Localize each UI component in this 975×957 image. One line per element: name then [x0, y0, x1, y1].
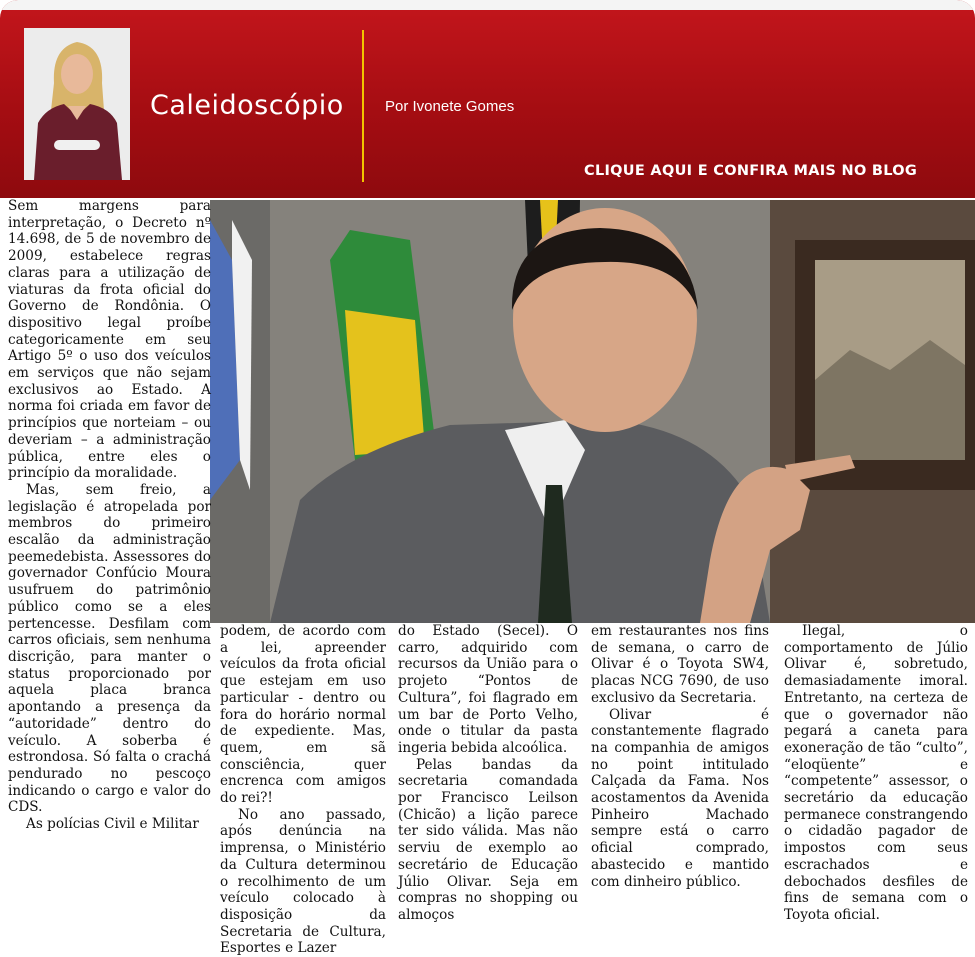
- article-column-1: [8, 198, 211, 833]
- paragraph: Ilegal, o comportamento de Júlio Olivar é, sobretudo, demasiadamente imoral. Entretanto, na certeza de que o governador não pegará a caneta para exoneração de tão “culto”, “eloqüente” e “competente” assessor, o secretário da educação permanece constrangendo o cidadão pagador de impostos com seus escrachados e debochados desfiles de fins de semana com o Toyota oficial.: [784, 623, 968, 923]
- article-column-4: [591, 623, 769, 890]
- paragraph: Olivar é constantemente flagrado na companhia de amigos no point intitulado Calçada da Fama. Nos acostamentos da Avenida Pinheiro Machado sempre está o carro oficial comprado, abastecido e mantido com dinheiro público.: [591, 706, 769, 890]
- article-column-5: [784, 623, 968, 924]
- author-portrait-icon: [24, 28, 130, 180]
- paragraph: As polícias Civil e Militar: [26, 816, 199, 833]
- paragraph: Mas, sem freio, a legislação é atropelada por membros do primeiro escalão da administração peemedebista. Assessores do governador Confúcio Moura usufruem do patrimônio público como se a eles pertencesse. Desfilam com carros oficiais, sem nenhuma discrição, para manter o status proporcionado por aquela placa branca apontando a presença da “autoridade” dentro do veículo. A soberba é estrondosa. Só falta o crachá pendurado no pescoço indicando o cargo e valor do CDS.: [8, 481, 211, 816]
- paragraph: Pelas bandas da secretaria comandada por Francisco Leilson (Chicão) a lição parece ter sido válida. Mas não serviu de exemplo ao secretário de Educação Júlio Olivar. Seja em compras no shopping ou almoços: [398, 756, 578, 923]
- header-top-strip: [0, 0, 975, 10]
- section-title: Caleidoscópio: [150, 90, 344, 121]
- blog-link[interactable]: CLIQUE AQUI E CONFIRA MAIS NO BLOG: [584, 163, 918, 179]
- header-divider: [362, 30, 364, 182]
- paragraph: podem, de acordo com a lei, apreender veículos da frota oficial que estejam em uso particular - dentro ou fora do horário normal de expediente. Mas, quem, em sã consciência, quer encrenca com amigos do rei?!: [220, 623, 386, 807]
- paragraph: No ano passado, após denúncia na imprensa, o Ministério da Cultura determinou o recolhimento de um veículo colocado à disposição da Secretaria de Cultura, Esportes e Lazer: [220, 806, 386, 957]
- author-avatar: [24, 28, 130, 180]
- man-gesturing-photo-icon: [210, 200, 975, 623]
- paragraph: em restaurantes nos fins de semana, o carro de Olivar é o Toyota SW4, placas NCG 7690, de uso exclusivo da Secretaria.: [591, 623, 769, 706]
- column-header: [0, 0, 975, 198]
- author-byline: Por Ivonete Gomes: [385, 98, 515, 115]
- article-column-2: [220, 623, 386, 957]
- paragraph: do Estado (Secel). O carro, adquirido com recursos da União para o projeto “Pontos de Cultura”, foi flagrado em um bar de Porto Velho, onde o titular da pasta ingeria bebida alcoólica.: [398, 623, 578, 756]
- paragraph: Sem margens para interpretação, o Decreto nº 14.698, de 5 de novembro de 2009, estabelece regras claras para a utilização de viaturas da frota oficial do Governo de Rondônia. O dispositivo legal proíbe categoricamente em seu Artigo 5º o uso dos veículos em serviços que não sejam exclusivos ao Estado. A norma foi criada em favor de princípios que norteiam – ou deveriam – a administração pública, entre eles o princípio da moralidade.: [8, 198, 211, 482]
- article-photo: [210, 200, 975, 623]
- article-column-3: [398, 623, 578, 924]
